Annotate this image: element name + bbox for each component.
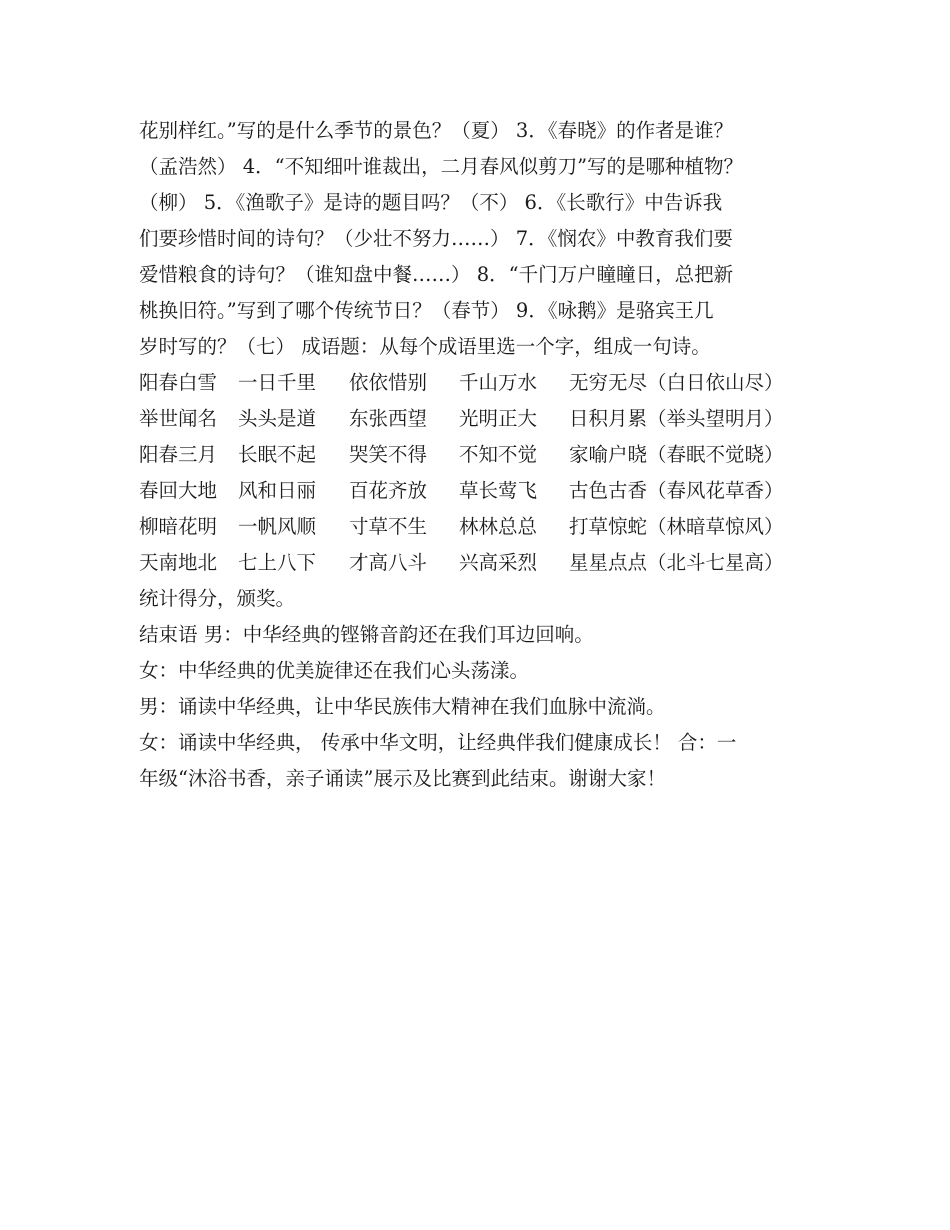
- text-line: [139, 581, 829, 617]
- text-line: [139, 113, 829, 149]
- text-fragment: （柳） 5．《渔歌子》是诗的题目吗？（不） 6．《长歌行》中告诉我: [139, 191, 723, 214]
- idiom: 一帆风顺: [238, 515, 317, 538]
- idiom-row: [139, 473, 829, 509]
- text-fragment: 岁时写的？（七） 成语题：从每个成语里选一个字，组成一句诗。: [139, 335, 711, 358]
- document-body: [139, 113, 829, 797]
- idiom: 兴高采烈: [459, 551, 538, 574]
- idiom-row: [139, 545, 829, 581]
- text-line: [139, 221, 829, 257]
- text-fragment: 桃换旧符。”写到了哪个传统节日？（春节） 9．《咏鹅》是骆宾王几: [139, 299, 714, 322]
- idiom: 七上八下: [238, 551, 317, 574]
- idiom: 才高八斗: [349, 551, 428, 574]
- text-line: [139, 257, 829, 293]
- text-line: [139, 185, 829, 221]
- idiom: 柳暗花明: [139, 515, 218, 538]
- idiom: 长眠不起: [238, 443, 317, 466]
- idiom-with-answer: 古色古香（春风花草香）: [569, 479, 784, 502]
- text-fragment: 女：中华经典的优美旋律还在我们心头荡漾。: [139, 659, 530, 682]
- idiom: 头头是道: [238, 407, 317, 430]
- text-fragment: 花别样红。”写的是什么季节的景色？（夏） 3．《春晓》的作者是谁？: [139, 119, 734, 142]
- idiom-row: [139, 365, 829, 401]
- idiom: 一日千里: [238, 371, 317, 394]
- idiom: 依依惜别: [349, 371, 428, 394]
- idiom-with-answer: 家喻户晓（春眠不觉晓）: [569, 443, 784, 466]
- text-line: [139, 329, 829, 365]
- text-line: [139, 725, 829, 761]
- idiom-row: [139, 401, 829, 437]
- text-fragment: 女：诵读中华经典， 传承中华文明，让经典伴我们健康成长！ 合：一: [139, 731, 737, 754]
- text-line: [139, 293, 829, 329]
- idiom: 草长莺飞: [459, 479, 538, 502]
- text-fragment: 统计得分，颁奖。: [139, 587, 296, 610]
- idiom: 百花齐放: [349, 479, 428, 502]
- idiom: 林林总总: [459, 515, 538, 538]
- text-line: [139, 617, 829, 653]
- text-line: [139, 653, 829, 689]
- idiom: 寸草不生: [349, 515, 428, 538]
- idiom: 千山万水: [459, 371, 538, 394]
- text-line: [139, 761, 829, 797]
- idiom: 天南地北: [139, 551, 218, 574]
- text-line: [139, 689, 829, 725]
- idiom: 哭笑不得: [349, 443, 428, 466]
- idiom: 春回大地: [139, 479, 218, 502]
- idiom-with-answer: 无穷无尽（白日依山尽）: [569, 371, 784, 394]
- idiom: 不知不觉: [459, 443, 538, 466]
- idiom: 阳春白雪: [139, 371, 218, 394]
- text-fragment: 男：诵读中华经典，让中华民族伟大精神在我们血脉中流淌。: [139, 695, 666, 718]
- idiom: 举世闻名: [139, 407, 218, 430]
- idiom: 东张西望: [349, 407, 428, 430]
- idiom: 风和日丽: [238, 479, 317, 502]
- text-line: [139, 149, 829, 185]
- text-fragment: 结束语 男：中华经典的铿锵音韵还在我们耳边回响。: [139, 623, 594, 646]
- text-fragment: 爱惜粮食的诗句？（谁知盘中餐……） 8．“千门万户瞳瞳日，总把新: [139, 263, 734, 286]
- idiom: 阳春三月: [139, 443, 218, 466]
- idiom-with-answer: 日积月累（举头望明月）: [569, 407, 784, 430]
- idiom-row: [139, 437, 829, 473]
- text-fragment: 年级“沐浴书香，亲子诵读”展示及比赛到此结束。谢谢大家！: [139, 767, 666, 790]
- idiom: 光明正大: [459, 407, 538, 430]
- idiom-row: [139, 509, 829, 545]
- idiom-with-answer: 打草惊蛇（林暗草惊风）: [569, 515, 784, 538]
- idiom-with-answer: 星星点点（北斗七星高）: [569, 551, 784, 574]
- text-fragment: （孟浩然） 4．“不知细叶谁裁出，二月春风似剪刀”写的是哪种植物？: [139, 155, 744, 178]
- text-fragment: 们要珍惜时间的诗句？（少壮不努力……） 7．《悯农》中教育我们要: [139, 227, 733, 250]
